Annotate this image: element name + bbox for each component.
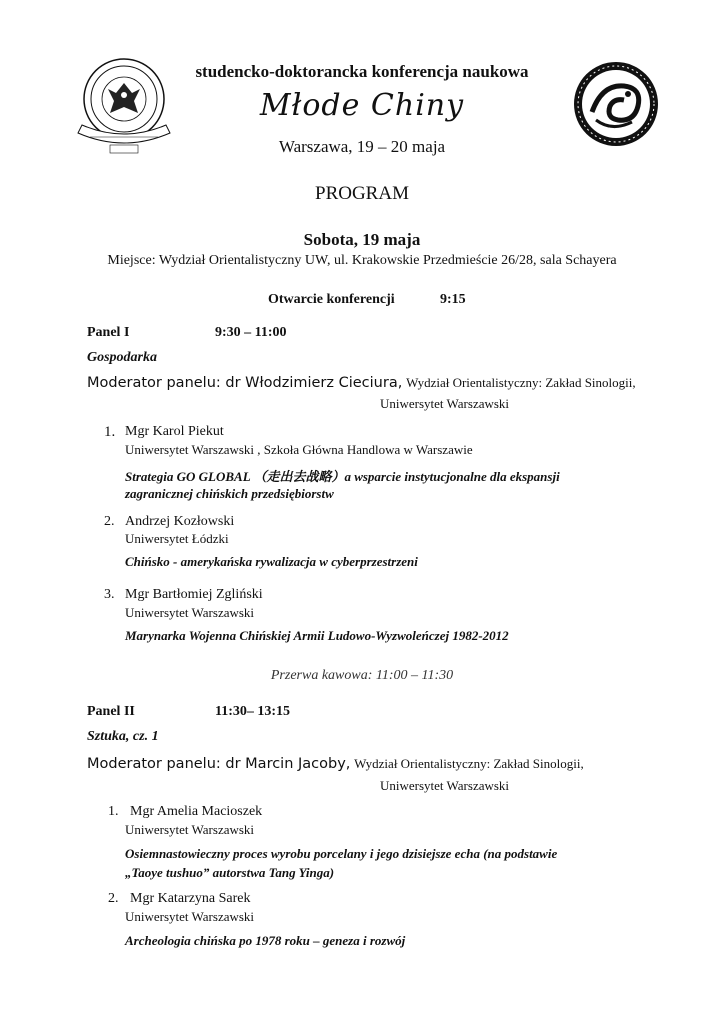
- talk-title: Strategia GO GLOBAL （走出去战略）a wsparcie instytucjonalne dla ekspansji: [125, 469, 560, 484]
- talk-affiliation: Uniwersytet Warszawski: [125, 605, 255, 620]
- talk-title-line-2: „Taoye tushuo” autorstwa Tang Yinga): [125, 865, 335, 880]
- talk-affiliation: Uniwersytet Warszawski: [125, 909, 255, 924]
- talk-speaker: Mgr Katarzyna Sarek: [130, 891, 251, 906]
- talk-speaker: Andrzej Kozłowski: [125, 514, 235, 529]
- program-heading: PROGRAM: [315, 183, 409, 204]
- talk-affiliation: Uniwersytet Warszawski: [125, 822, 255, 837]
- opening-label: Otwarcie konferencji: [268, 292, 395, 307]
- talk-number: 1.: [104, 424, 116, 440]
- day-place: Miejsce: Wydział Orientalistyczny UW, ul. Krakowskie Przedmieście 26/28, sala Schayera: [107, 253, 617, 268]
- talk-number: 2.: [104, 514, 115, 529]
- panel-2-moderator-affil-2: Uniwersytet Warszawski: [380, 778, 510, 793]
- conference-subtitle: studencko-doktorancka konferencja naukowa: [195, 62, 529, 81]
- talk-number: 2.: [108, 891, 119, 906]
- coffee-break: Przerwa kawowa: 11:00 – 11:30: [270, 668, 454, 683]
- panel-1-moderator: [87, 375, 636, 392]
- talk-speaker: Mgr Amelia Macioszek: [130, 804, 263, 819]
- opening-time: 9:15: [440, 292, 466, 307]
- panel-2-name: Panel II: [87, 704, 135, 719]
- talk-title: Chińsko - amerykańska rywalizacja w cyberprzestrzeni: [125, 554, 418, 569]
- panel-2-moderator-label: Moderator panelu: dr Marcin Jacoby,: [87, 756, 351, 772]
- talk-title-line-2: zagranicznej chińskich przedsiębiorstw: [125, 486, 334, 501]
- panel-1-name: Panel I: [87, 325, 130, 340]
- panel-1-topic: Gospodarka: [87, 350, 158, 365]
- panel-1-moderator-affil-2: Uniwersytet Warszawski: [380, 396, 510, 411]
- panel-1-moderator-label: Moderator panelu: dr Włodzimierz Cieciura,: [87, 375, 403, 391]
- conference-title: Młode Chiny: [259, 88, 465, 123]
- talk-affiliation: Uniwersytet Warszawski , Szkoła Główna Handlowa w Warszawie: [125, 442, 473, 457]
- talk-speaker: Mgr Bartłomiej Zgliński: [125, 587, 263, 602]
- talk-speaker: Mgr Karol Piekut: [125, 424, 224, 439]
- panel-2-moderator-affil: Wydział Orientalistyczny: Zakład Sinologii,: [354, 756, 584, 771]
- talk-title: Archeologia chińska po 1978 roku – geneza i rozwój: [125, 933, 406, 948]
- panel-2-time: 11:30– 13:15: [215, 704, 291, 719]
- panel-2-topic: Sztuka, cz. 1: [87, 729, 159, 744]
- talk-number: 3.: [104, 587, 115, 602]
- talk-title: Osiemnastowieczny proces wyrobu porcelany i jego dzisiejsze echa (na podstawie: [125, 846, 558, 861]
- day-title: Sobota, 19 maja: [303, 230, 421, 249]
- conference-dates: Warszawa, 19 – 20 maja: [278, 137, 446, 156]
- talk-number: 1.: [108, 804, 119, 819]
- panel-1-moderator-affil: Wydział Orientalistyczny: Zakład Sinologii,: [406, 375, 636, 390]
- panel-1-time: 9:30 – 11:00: [215, 325, 287, 340]
- panel-2-moderator: [87, 756, 584, 773]
- talk-title: Marynarka Wojenna Chińskiej Armii Ludowo-Wyzwoleńczej 1982-2012: [125, 628, 509, 643]
- talk-affiliation: Uniwersytet Łódzki: [125, 531, 229, 546]
